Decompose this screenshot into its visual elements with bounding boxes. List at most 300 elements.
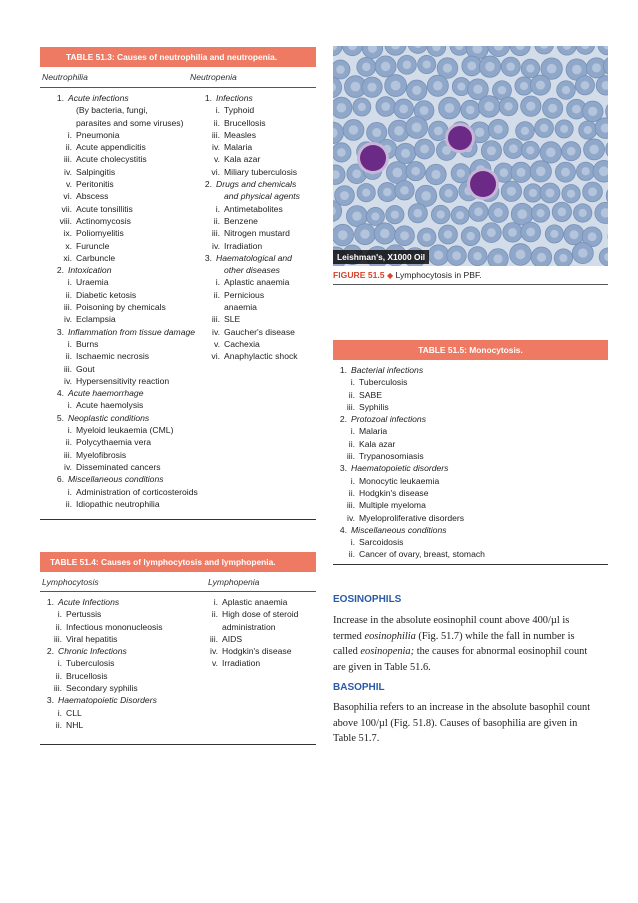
list-item-number: iii. bbox=[63, 302, 72, 313]
list-item-number: 1. bbox=[56, 93, 64, 103]
list-item-number: 2. bbox=[46, 646, 54, 657]
list-item bbox=[188, 153, 300, 165]
list-item bbox=[188, 240, 300, 252]
list-item-text: and physical agents bbox=[224, 191, 300, 202]
list-item bbox=[40, 486, 198, 498]
list-item bbox=[40, 129, 198, 141]
list-item-text: Actinomycosis bbox=[76, 215, 131, 226]
list-item bbox=[333, 499, 485, 511]
list-item-number: vi. bbox=[211, 166, 220, 177]
list-item-text: (By bacteria, fungi, bbox=[76, 105, 148, 116]
list-item-number: 3. bbox=[56, 326, 64, 337]
list-item-number: iv. bbox=[212, 240, 220, 251]
list-item-number: i. bbox=[215, 105, 220, 116]
list-item-text: Malaria bbox=[359, 426, 388, 437]
list-item-number: 2. bbox=[56, 265, 64, 276]
basophil-paragraph bbox=[333, 700, 609, 747]
list-item-number: i. bbox=[67, 425, 72, 436]
list-item-text: Administration of corticosteroids bbox=[76, 486, 198, 497]
list-item-text: Poliomyelitis bbox=[76, 228, 124, 239]
lymphocyte bbox=[470, 171, 496, 197]
list-item bbox=[188, 166, 300, 178]
list-item-number: ii. bbox=[65, 351, 72, 362]
list-item-number: i. bbox=[67, 400, 72, 411]
list-item-number: ii. bbox=[348, 487, 355, 498]
list-item-number: v. bbox=[213, 154, 220, 165]
list-item bbox=[333, 450, 485, 462]
table-51-5-items bbox=[333, 364, 485, 561]
table-51-4-col1-head: Lymphocytosis bbox=[42, 577, 99, 587]
list-item-number: ii. bbox=[213, 117, 220, 128]
list-item-text: Haematological and bbox=[216, 252, 292, 263]
list-item-text: Protozoal infections bbox=[351, 414, 426, 425]
list-item bbox=[188, 276, 300, 288]
list-item-number: iii. bbox=[211, 129, 220, 140]
list-item-number: iii. bbox=[346, 401, 355, 412]
list-item-text: Chronic Infections bbox=[58, 646, 127, 657]
list-item-number: i. bbox=[350, 537, 355, 548]
list-item bbox=[188, 264, 300, 276]
list-item bbox=[40, 264, 198, 276]
list-item-text: Irradiation bbox=[222, 658, 261, 669]
list-item bbox=[333, 524, 485, 536]
list-item-number: ii. bbox=[348, 389, 355, 400]
list-item bbox=[333, 401, 485, 413]
eosinophils-heading: EOSINOPHILS bbox=[333, 594, 402, 605]
list-item bbox=[190, 645, 298, 657]
list-item bbox=[188, 313, 300, 325]
list-item-number: ii. bbox=[348, 438, 355, 449]
list-item-text: Pernicious bbox=[224, 289, 265, 300]
list-item-number: iii. bbox=[53, 683, 62, 694]
list-item-number: x. bbox=[65, 240, 72, 251]
list-item-number: ii. bbox=[65, 142, 72, 153]
eosinophils-line-4: are given in Table 51.6. bbox=[333, 661, 431, 673]
list-item-number: iii. bbox=[346, 451, 355, 462]
list-item bbox=[188, 141, 300, 153]
list-item bbox=[40, 436, 198, 448]
table-51-4-bottom-rule bbox=[40, 744, 316, 745]
list-item-text: Syphilis bbox=[359, 401, 389, 412]
list-item bbox=[190, 596, 298, 608]
list-item-number: i. bbox=[57, 707, 62, 718]
list-item-number: i. bbox=[67, 338, 72, 349]
list-item-text: Hodgkin's disease bbox=[222, 646, 292, 657]
list-item bbox=[40, 350, 198, 362]
list-item-number: ii. bbox=[55, 719, 62, 730]
list-item-number: 3. bbox=[204, 252, 212, 263]
list-item bbox=[40, 301, 198, 313]
eosinophils-line-2: termed eosinophilia (Fig. 51.7) while the fall in number is bbox=[333, 630, 575, 642]
list-item bbox=[40, 313, 198, 325]
list-item-number: iv. bbox=[347, 512, 355, 523]
list-item bbox=[188, 178, 300, 190]
list-item-number: ii. bbox=[55, 670, 62, 681]
list-item-text: Sarcoidosis bbox=[359, 537, 404, 548]
list-item bbox=[188, 252, 300, 264]
list-item bbox=[188, 129, 300, 141]
list-item bbox=[40, 473, 198, 485]
list-item bbox=[188, 338, 300, 350]
eosinophils-line-1: Increase in the absolute eosinophil count above 400/µl is bbox=[333, 615, 570, 626]
list-item-number: vi. bbox=[211, 351, 220, 362]
list-item bbox=[40, 240, 198, 252]
list-item-text: Infections bbox=[216, 93, 253, 103]
list-item bbox=[188, 227, 300, 239]
list-item-text: Tuberculosis bbox=[359, 377, 408, 388]
list-item-number: iv. bbox=[64, 166, 72, 177]
list-item-text: Miscellaneous conditions bbox=[68, 474, 164, 485]
list-item-number: 1. bbox=[339, 365, 347, 375]
list-item bbox=[333, 462, 485, 474]
list-item bbox=[188, 350, 300, 362]
list-item-number: 1. bbox=[204, 93, 212, 103]
list-item-number: ii. bbox=[348, 549, 355, 560]
list-item bbox=[40, 153, 198, 165]
list-item-text: Pneumonia bbox=[76, 129, 120, 140]
list-item bbox=[40, 117, 198, 129]
list-item-number: 6. bbox=[56, 474, 64, 485]
list-item bbox=[188, 117, 300, 129]
list-item-text: Multiple myeloma bbox=[359, 500, 426, 511]
list-item bbox=[40, 670, 163, 682]
list-item-text: anaemia bbox=[224, 302, 257, 313]
list-item-number: i. bbox=[57, 609, 62, 620]
list-item bbox=[40, 178, 198, 190]
list-item-number: i. bbox=[213, 597, 218, 607]
list-item-text: Neoplastic conditions bbox=[68, 412, 150, 423]
figure-label: FIGURE 51.5 bbox=[333, 270, 385, 280]
table-51-4-title: TABLE 51.4: Causes of lymphocytosis and lymphopenia. bbox=[40, 552, 316, 572]
list-item bbox=[40, 252, 198, 264]
list-item-text: Bacterial infections bbox=[351, 365, 424, 375]
table-51-3-col2 bbox=[188, 92, 300, 363]
list-item bbox=[40, 289, 198, 301]
list-item-number: i. bbox=[350, 475, 355, 486]
table-51-4-col2-head: Lymphopenia bbox=[208, 577, 260, 587]
list-item bbox=[40, 203, 198, 215]
list-item-number: vii. bbox=[61, 203, 72, 214]
table-51-3-title: TABLE 51.3: Causes of neutrophilia and neutropenia. bbox=[40, 47, 316, 67]
figure-51-5-caption bbox=[333, 270, 482, 280]
list-item-number: iii. bbox=[346, 500, 355, 511]
list-item bbox=[40, 190, 198, 202]
list-item-text: Uraemia bbox=[76, 277, 109, 288]
list-item-text: Hodgkin's disease bbox=[359, 487, 429, 498]
list-item-number: ii. bbox=[65, 498, 72, 509]
list-item bbox=[40, 166, 198, 178]
list-item bbox=[188, 326, 300, 338]
list-item-number: v. bbox=[211, 658, 218, 669]
list-item-number: ii. bbox=[65, 437, 72, 448]
list-item-number: 2. bbox=[204, 179, 212, 190]
list-item bbox=[190, 633, 298, 645]
list-item-number: iv. bbox=[64, 461, 72, 472]
list-item-number: iii. bbox=[209, 633, 218, 644]
list-item-number: v. bbox=[65, 179, 72, 190]
table-51-3-bottom-rule bbox=[40, 519, 316, 520]
table-51-4-col2 bbox=[190, 596, 298, 670]
list-item-text: Miscellaneous conditions bbox=[351, 524, 447, 535]
table-51-5-title: TABLE 51.5: Monocytosis. bbox=[333, 340, 608, 360]
list-item-text: SABE bbox=[359, 389, 382, 400]
list-item-text: Poisoning by chemicals bbox=[76, 302, 166, 313]
list-item bbox=[40, 682, 163, 694]
list-item-text: Haematopoietic disorders bbox=[351, 463, 449, 474]
list-item-text: Myeloproliferative disorders bbox=[359, 512, 465, 523]
list-item bbox=[40, 363, 198, 375]
list-item-text: Peritonitis bbox=[76, 179, 114, 190]
list-item-text: Myeloid leukaemia (CML) bbox=[76, 425, 174, 436]
list-item-text: Tuberculosis bbox=[66, 658, 115, 669]
list-item bbox=[40, 498, 198, 510]
list-item bbox=[40, 326, 198, 338]
list-item-number: v. bbox=[213, 338, 220, 349]
list-item-text: Cancer of ovary, breast, stomach bbox=[359, 549, 485, 560]
list-item bbox=[40, 92, 198, 104]
list-item-number: iv. bbox=[212, 326, 220, 337]
list-item-text: Diabetic ketosis bbox=[76, 289, 137, 300]
list-item bbox=[190, 608, 298, 620]
figure-caption-text: Lymphocytosis in PBF. bbox=[395, 270, 482, 280]
list-item bbox=[40, 424, 198, 436]
list-item-number: iii. bbox=[63, 154, 72, 165]
list-item bbox=[40, 608, 163, 620]
list-item-text: Intoxication bbox=[68, 265, 112, 276]
list-item-number: 5. bbox=[56, 412, 64, 423]
list-item bbox=[188, 203, 300, 215]
list-item-number: viii. bbox=[59, 215, 72, 226]
list-item-text: Secondary syphilis bbox=[66, 683, 138, 694]
list-item-text: Acute cholecystitis bbox=[76, 154, 147, 165]
list-item bbox=[333, 512, 485, 524]
list-item-number: i. bbox=[350, 377, 355, 388]
list-item-number: i. bbox=[215, 203, 220, 214]
list-item-text: Acute infections bbox=[68, 93, 129, 103]
list-item-text: other diseases bbox=[224, 265, 280, 276]
list-item bbox=[333, 413, 485, 425]
list-item-text: administration bbox=[222, 621, 276, 632]
list-item bbox=[333, 438, 485, 450]
list-item bbox=[40, 719, 163, 731]
table-51-4-col1 bbox=[40, 596, 163, 731]
list-item-text: Aplastic anaemia bbox=[224, 277, 290, 288]
list-item-number: xi. bbox=[63, 252, 72, 263]
list-item bbox=[333, 389, 485, 401]
list-item-number: i. bbox=[67, 486, 72, 497]
list-item-number: i. bbox=[350, 426, 355, 437]
list-item bbox=[40, 399, 198, 411]
list-item-number: i. bbox=[57, 658, 62, 669]
list-item bbox=[40, 276, 198, 288]
list-item-text: Cachexia bbox=[224, 338, 260, 349]
list-item-text: Abscess bbox=[76, 191, 109, 202]
list-item-number: iii. bbox=[211, 228, 220, 239]
list-item-number: vi. bbox=[63, 191, 72, 202]
list-item bbox=[333, 425, 485, 437]
list-item-text: Aplastic anaemia bbox=[222, 597, 288, 607]
list-item bbox=[40, 461, 198, 473]
list-item-text: Measles bbox=[224, 129, 256, 140]
list-item bbox=[40, 633, 163, 645]
list-item bbox=[188, 301, 300, 313]
list-item bbox=[40, 621, 163, 633]
list-item bbox=[188, 215, 300, 227]
table-51-3-col2-head: Neutropenia bbox=[190, 72, 237, 82]
list-item-text: Viral hepatitis bbox=[66, 633, 118, 644]
list-item bbox=[333, 475, 485, 487]
list-item bbox=[333, 536, 485, 548]
eosinophils-line-3: called eosinopenia; the causes for abnormal eosinophil count bbox=[333, 646, 588, 658]
table-51-4-head-rule bbox=[40, 591, 316, 592]
list-item-text: Haematopoietic Disorders bbox=[58, 695, 157, 706]
list-item-number: 4. bbox=[339, 524, 347, 535]
list-item-number: 4. bbox=[56, 388, 64, 399]
table-51-3-col1-head: Neutrophilia bbox=[42, 72, 88, 82]
blood-smear-image bbox=[333, 46, 608, 266]
list-item bbox=[40, 387, 198, 399]
list-item-text: Malaria bbox=[224, 142, 253, 153]
list-item bbox=[40, 449, 198, 461]
list-item bbox=[188, 92, 300, 104]
list-item-text: AIDS bbox=[222, 633, 243, 644]
basophil-line-3: Table 51.7. bbox=[333, 733, 380, 745]
list-item-text: Acute appendicitis bbox=[76, 142, 146, 153]
list-item-number: 1. bbox=[46, 597, 54, 607]
lymphocyte bbox=[448, 126, 472, 150]
list-item bbox=[333, 487, 485, 499]
list-item-text: SLE bbox=[224, 314, 241, 325]
list-item-text: Salpingitis bbox=[76, 166, 116, 177]
list-item-text: Hypersensitivity reaction bbox=[76, 375, 170, 386]
list-item-text: High dose of steroid bbox=[222, 609, 299, 620]
basophil-line-2: above 100/µl (Fig. 51.8). Causes of basophilia are given in bbox=[333, 717, 578, 729]
lymphocyte bbox=[360, 145, 386, 171]
list-item-text: Typhoid bbox=[224, 105, 255, 116]
list-item bbox=[40, 707, 163, 719]
list-item-text: Acute haemolysis bbox=[76, 400, 144, 411]
list-item-text: Benzene bbox=[224, 215, 258, 226]
list-item-number: iv. bbox=[210, 646, 218, 657]
list-item-text: Inflammation from tissue damage bbox=[68, 326, 196, 337]
list-item bbox=[188, 190, 300, 202]
list-item-text: Monocytic leukaemia bbox=[359, 475, 440, 486]
list-item-text: Burns bbox=[76, 338, 99, 349]
list-item-number: ii. bbox=[55, 621, 62, 632]
list-item bbox=[333, 364, 485, 376]
eosinophils-paragraph bbox=[333, 613, 609, 675]
list-item-text: Eclampsia bbox=[76, 314, 116, 325]
list-item-number: iii. bbox=[53, 633, 62, 644]
list-item-text: CLL bbox=[66, 707, 82, 718]
table-51-5-bottom-rule bbox=[333, 564, 608, 565]
list-item-text: Idiopathic neutrophilia bbox=[76, 498, 160, 509]
list-item-text: Irradiation bbox=[224, 240, 263, 251]
list-item-text: Nitrogen mustard bbox=[224, 228, 290, 239]
list-item bbox=[40, 412, 198, 424]
list-item-text: Drugs and chemicals bbox=[216, 179, 297, 190]
basophil-line-1: Basophilia refers to an increase in the absolute basophil count bbox=[333, 702, 591, 713]
list-item-text: Disseminated cancers bbox=[76, 461, 161, 472]
list-item-number: i. bbox=[215, 277, 220, 288]
list-item-number: 3. bbox=[339, 463, 347, 474]
list-item bbox=[40, 657, 163, 669]
list-item bbox=[190, 621, 298, 633]
list-item-text: Infectious mononucleosis bbox=[66, 621, 163, 632]
list-item-text: Kala azar bbox=[359, 438, 396, 449]
list-item-text: Acute Infections bbox=[58, 597, 120, 607]
list-item bbox=[188, 289, 300, 301]
list-item bbox=[333, 548, 485, 560]
list-item-text: Ischaemic necrosis bbox=[76, 351, 150, 362]
list-item-number: iv. bbox=[212, 142, 220, 153]
list-item-text: Acute tonsillitis bbox=[76, 203, 133, 214]
list-item-text: Polycythaemia vera bbox=[76, 437, 151, 448]
list-item-text: Furuncle bbox=[76, 240, 110, 251]
list-item bbox=[40, 694, 163, 706]
list-item-number: 3. bbox=[46, 695, 54, 706]
list-item bbox=[40, 141, 198, 153]
list-item-number: i. bbox=[67, 129, 72, 140]
list-item bbox=[40, 596, 163, 608]
list-item-number: iii. bbox=[63, 363, 72, 374]
list-item bbox=[190, 657, 298, 669]
list-item bbox=[40, 104, 198, 116]
list-item-number: iii. bbox=[211, 314, 220, 325]
list-item bbox=[40, 215, 198, 227]
list-item-number: ii. bbox=[65, 289, 72, 300]
figure-stain-label: Leishman's, X1000 Oil bbox=[333, 250, 429, 264]
list-item bbox=[188, 104, 300, 116]
list-item-number: ii. bbox=[211, 609, 218, 620]
list-item-number: iv. bbox=[64, 375, 72, 386]
list-item bbox=[40, 375, 198, 387]
figure-51-5-micrograph bbox=[333, 46, 608, 266]
table-51-3-col1 bbox=[40, 92, 198, 510]
list-item-text: Kala azar bbox=[224, 154, 261, 165]
list-item bbox=[40, 227, 198, 239]
list-item-number: ii. bbox=[213, 289, 220, 300]
list-item-number: ii. bbox=[213, 215, 220, 226]
list-item-number: 2. bbox=[339, 414, 347, 425]
list-item-text: Acute haemorrhage bbox=[68, 388, 144, 399]
list-item-number: iv. bbox=[64, 314, 72, 325]
list-item-text: Brucellosis bbox=[66, 670, 108, 681]
list-item-number: ix. bbox=[63, 228, 72, 239]
list-item-text: Brucellosis bbox=[224, 117, 266, 128]
list-item-text: Miliary tuberculosis bbox=[224, 166, 298, 177]
list-item-number: i. bbox=[67, 277, 72, 288]
table-51-3-head-rule bbox=[40, 87, 316, 88]
figure-caption-rule bbox=[333, 284, 608, 285]
list-item-text: NHL bbox=[66, 719, 84, 730]
basophil-heading: BASOPHIL bbox=[333, 682, 385, 693]
list-item-text: Anaphylactic shock bbox=[224, 351, 298, 362]
diamond-icon: ◆ bbox=[386, 271, 394, 280]
list-item-text: parasites and some viruses) bbox=[76, 117, 184, 128]
list-item-text: Carbuncle bbox=[76, 252, 116, 263]
list-item-text: Myelofibrosis bbox=[76, 449, 127, 460]
list-item-text: Gaucher's disease bbox=[224, 326, 295, 337]
list-item bbox=[40, 645, 163, 657]
list-item bbox=[40, 338, 198, 350]
list-item bbox=[333, 376, 485, 388]
list-item-text: Gout bbox=[76, 363, 95, 374]
list-item-text: Pertussis bbox=[66, 609, 102, 620]
list-item-text: Trypanosomiasis bbox=[359, 451, 424, 462]
list-item-text: Antimetabolites bbox=[224, 203, 283, 214]
list-item-number: iii. bbox=[63, 449, 72, 460]
